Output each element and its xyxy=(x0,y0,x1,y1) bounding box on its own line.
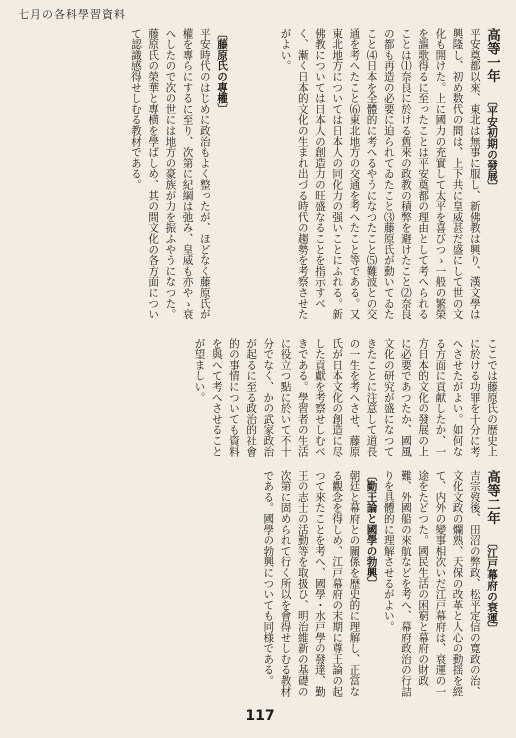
page-number: 117 xyxy=(245,708,275,724)
section-fujiwara xyxy=(10,28,230,324)
section-title-2: 高等二年 xyxy=(484,470,500,525)
body-text-loyalism: 朝廷と幕府との關係を歴史的に理解し、正當なる觀念を得しめ、江戸幕府の末期に尊王論の起つて來たことを考へ、國學・水戸學の發達、勤王の志士の活動等を取扱ひ、明治維新の基礎の次第に固められて行く所以を會得せしむる教材である。國學の勃興についても同様である。 xyxy=(262,470,361,697)
heading-fujiwara-domination: 〔藤原氏の專權〕 xyxy=(216,28,228,115)
body-text-edo-decline: 吉宗歿後、田沼の弊政、松平定信の寛政の治、文化文政の爛熟、天保の改革と人心の動揺を經て、内外の變事相次いだ江戸幕府は、衰運の一途をたどつた。國民生活の困窮と幕府の財政難、外國船の來航などを考へ、幕府政治の行詰りを具體的に理解させるがよい。 xyxy=(382,470,481,697)
section-middle-continuation xyxy=(20,338,500,458)
body-text-fujiwara: 平安時代のはじめに政治もよく整ったが、ほどなく藤原氏が權を專らにするに至り、次第に紀綱は弛み、皇威も亦やゝ衰へしたので次の世には地方の豪族が力を振ふやうになつた。藤原氏の榮華と專横を學ばしめ、其の間文化の各方面について認識感得せしむる教材である。 xyxy=(129,28,211,320)
running-head: 七月の各科學習資料 xyxy=(18,8,126,21)
body-text-middle: ここでは藤原氏の歴史上に於ける功罪を十分に考へさせたがよい。如何なる方面に貢献したか、一方日本的文化の發展の上に必要であつたか、國風文化の研究が盛になつてきたことに注意して道長の一生を考へさせ、藤原氏が日本文化の創造に尽した貢獻を考察せしむべきである。學習者の生活に役立つ點に於いて不十分でなく、かの武家政治が起るに至る政治的社會的の事情についても資料を與へて考へさせることが望ましい。 xyxy=(193,338,498,457)
heading-loyalism-kokugaku: 〔勤王論と國學の勃興〕 xyxy=(365,470,378,589)
heading-heian-development: 〔平安初期の發展〕 xyxy=(486,95,498,193)
section-koto-ichinen xyxy=(236,28,500,324)
body-text-heian-development: 平安奠都以來、東北は無事に服し、新佛教は興り、漢文學は興隆し、初め数代の間は、上下共に皇威甚だ盛にして世の文化も開けた。上に國力の充實して太平を喜びつゝ一般の繁榮を謳歌得るに至ったことは平安奠都の理由として考へられることは⑴奈良に於ける舊來の政教の積弊を避けたこと⑵奈良の都も再造の必要に迫られてゐたこと⑶藤原氏が動いてゐたこと⑷日本を全體的に考へるやうになつたこと⑸難波との交通を考へたこと⑹東北地方の交通を考へたこと等である。又東北地方については日本人の同化力の强いことにふれる。新佛教については日本人の創造力の旺盛なることを指示すべく、漸く日本的文化の生まれ出づる時代の趨勢を考察させたがよい。 xyxy=(279,28,481,320)
section-title: 高等一年 xyxy=(484,28,500,83)
heading-edo-decline: 〔江戸幕府の衰運〕 xyxy=(486,537,498,635)
section-koto-ninen xyxy=(20,470,500,698)
